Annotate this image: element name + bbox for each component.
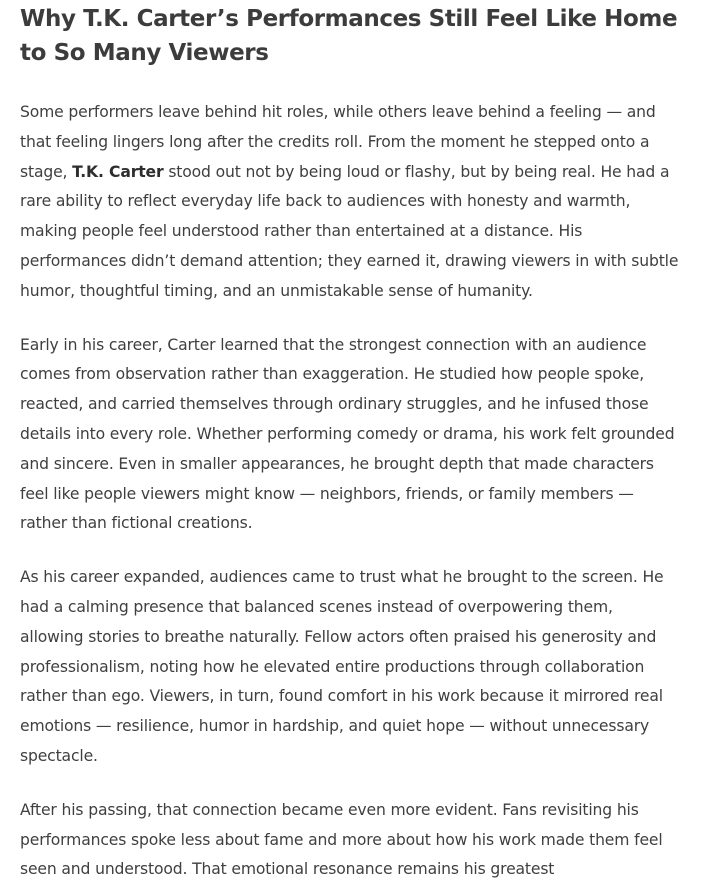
paragraph-1-text-before: Some performers leave behind hit roles, while others leave behind a feeling — and that feeling lingers long after the credits roll. From the moment he stepped onto a stage, [20,103,656,181]
article [20,0,680,885]
article-title: Why T.K. Carter’s Performances Still Feel Like Home to So Many Viewers [20,6,678,66]
actor-name-bold: T.K. Carter [72,162,164,181]
article-paragraph-3: As his career expanded, audiences came to trust what he brought to the screen. He had a calming presence that balanced scenes instead of overpowering them, allowing stories to breathe naturally. Fellow actors often praised his generosity and professionalism, noting how he elevated entire productions through collaboration rather than ego. Viewers, in turn, found comfort in his work because it mirrored real emotions — resilience, humor in hardship, and quiet hope — without unnecessary spectacle. [20,568,664,765]
article-paragraph-4: After his passing, that connection became even more evident. Fans revisiting his performances spoke less about fame and more about how his work made them feel seen and understood. That emotional resonance remains his greatest [20,800,663,879]
paragraph-1-text-after: stood out not by being loud or flashy, but by being real. He had a rare ability to reflect everyday life back to audiences with honesty and warmth, making people feel understood rather than entertained at a distance. His performances didn’t demand attention; they earned it, drawing viewers in with subtle humor, thoughtful timing, and an unmistakable sense of humanity. [20,162,679,300]
article-paragraph-1 [20,98,680,307]
article-paragraph-2: Early in his career, Carter learned that the strongest connection with an audience comes from observation rather than exaggeration. He studied how people spoke, reacted, and carried themselves through ordinary struggles, and he infused those details into every role. Whether performing comedy or drama, his work felt grounded and sincere. Even in smaller appearances, he brought depth that made characters feel like people viewers might know — neighbors, friends, or family members — rather than fictional creations. [20,335,675,533]
